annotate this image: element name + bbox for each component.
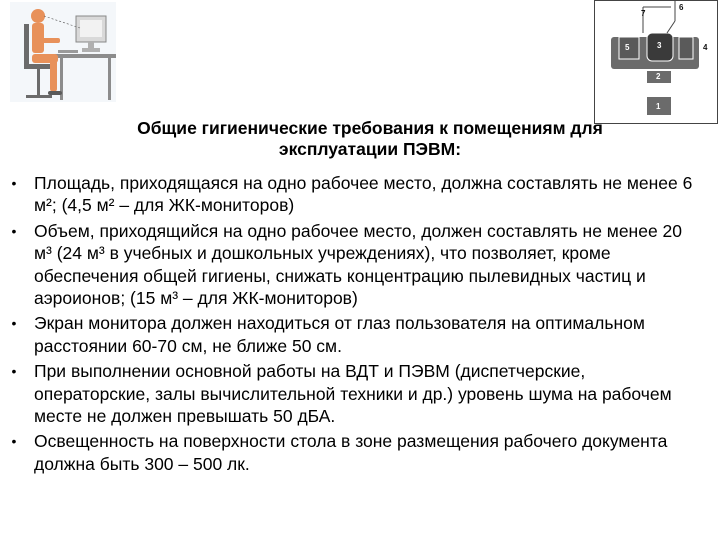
bullet-marker: • — [11, 222, 17, 239]
room-layout-diagram — [594, 0, 718, 124]
list-item-text: Экран монитора должен находиться от глаз пользователя на оптимальном расстоянии 60-70 см, не ближе 50 см. — [34, 313, 645, 356]
diagram-label-5: 5 — [625, 43, 630, 52]
slide-title — [90, 118, 650, 160]
bullet-marker: • — [11, 315, 17, 332]
requirements-list — [4, 172, 704, 478]
list-item — [4, 360, 704, 427]
bullet-marker: • — [11, 363, 17, 380]
slide-title-line-2: эксплуатации ПЭВМ: — [278, 139, 462, 159]
list-item — [4, 312, 704, 357]
diagram-label-3: 3 — [657, 41, 662, 50]
list-item-text: Освещенность на поверхности стола в зоне размещения рабочего документа должна быть 300 – 500 лк. — [34, 431, 668, 474]
list-item-text: При выполнении основной работы на ВДТ и ПЭВМ (диспетчерские, операторские, залы вычислительной техники и др.) уровень шума на рабочем месте не должен превышать 50 дБА. — [34, 361, 672, 427]
list-item — [4, 430, 704, 475]
diagram-label-1: 1 — [656, 102, 661, 111]
list-item-text: Площадь, приходящаяся на одно рабочее место, должна составлять не менее 6 м²; (4,5 м² – для ЖК-мониторов) — [34, 173, 693, 216]
diagram-label-6: 6 — [679, 3, 684, 12]
list-item-text: Объем, приходящийся на одно рабочее место, должен составлять не менее 20 м³ (24 м³ в учебных и дошкольных учреждениях), что позволяет, кроме обеспечения общей гигиены, снижать концентрацию пылевидных частиц и аэроионов; (15 м³ – для ЖК-мониторов) — [34, 220, 683, 309]
diagram-label-7: 7 — [641, 9, 646, 18]
seated-user-drawing — [10, 2, 116, 118]
bullet-marker: • — [11, 175, 17, 191]
list-item — [4, 220, 704, 310]
diagram-label-2: 2 — [656, 72, 661, 81]
list-item — [4, 172, 704, 217]
diagram-label-4: 4 — [703, 43, 708, 52]
workstation-posture-illustration — [10, 2, 116, 118]
bullet-marker: • — [11, 433, 17, 450]
slide-title-line-1: Общие гигиенические требования к помещениям для — [137, 118, 603, 138]
